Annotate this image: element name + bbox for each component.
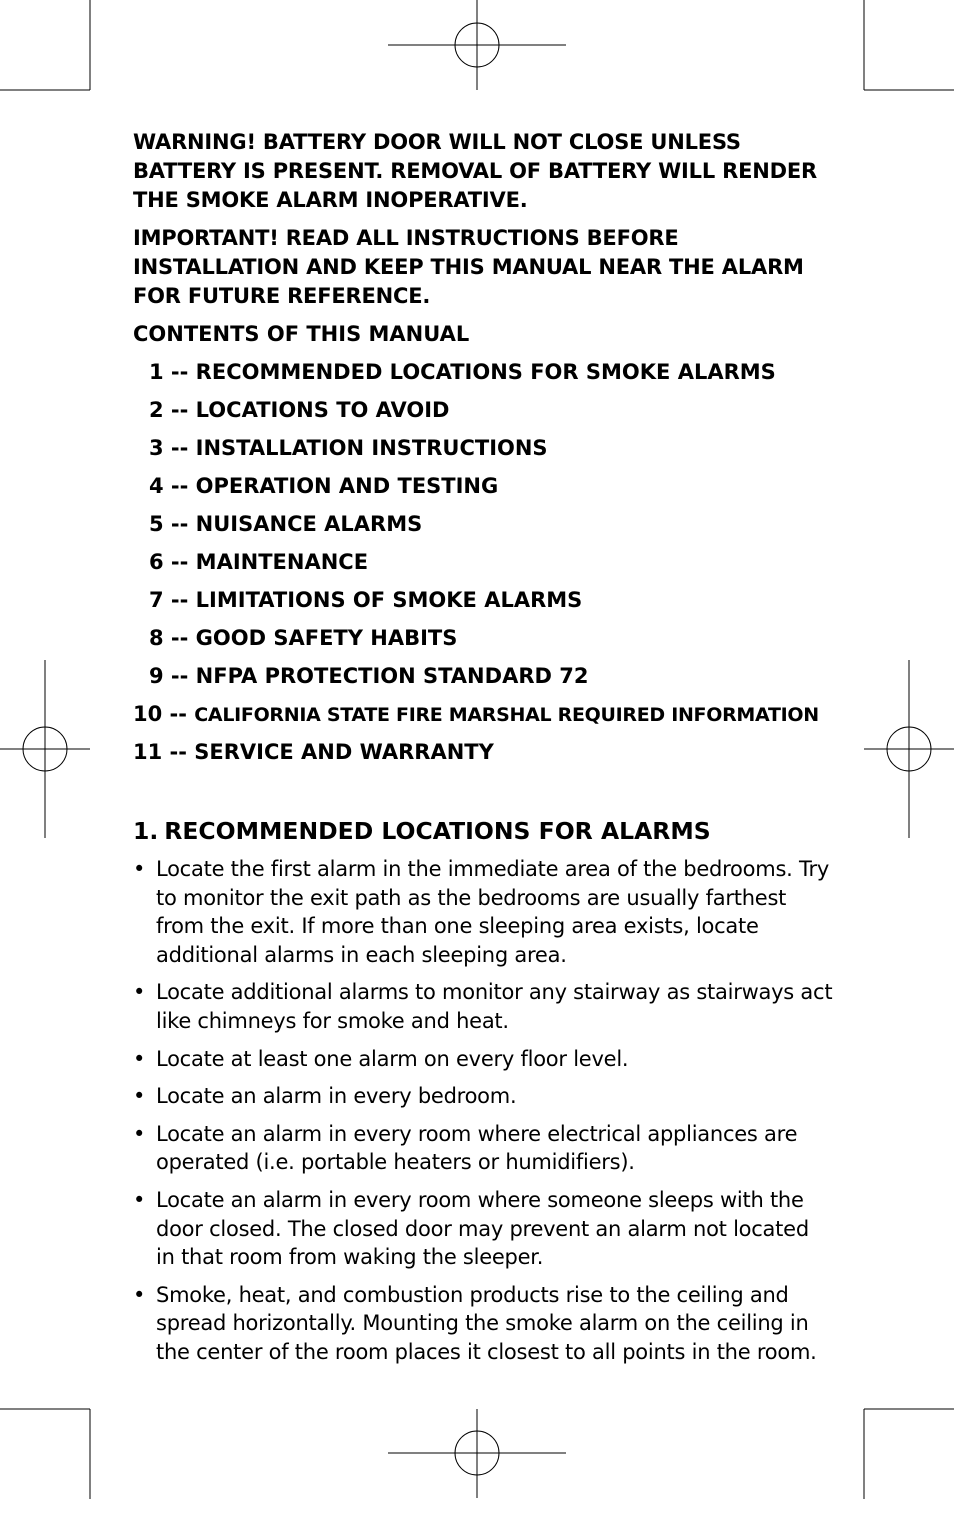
toc-item: 2 -- LOCATIONS TO AVOID (149, 398, 450, 422)
bullet-icon: • (133, 980, 146, 1005)
manual-page (133, 128, 833, 1376)
toc-item: 5 -- NUISANCE ALARMS (149, 512, 423, 536)
toc-item: 4 -- OPERATION AND TESTING (149, 474, 499, 498)
important-notice: IMPORTANT! READ ALL INSTRUCTIONS BEFORE INSTALLATION AND KEEP THIS MANUAL NEAR THE ALARM FOR FUTURE REFERENCE. (133, 226, 804, 308)
bullet-icon: • (133, 857, 146, 881)
battery-warning: WARNING! BATTERY DOOR WILL NOT CLOSE UNLESS BATTERY IS PRESENT. REMOVAL OF BATTERY WILL RENDER THE SMOKE ALARM INOPERATIVE. (133, 130, 817, 212)
bullet-icon: • (133, 1187, 146, 1212)
bullet-icon: • (133, 1121, 146, 1146)
list-item: • Locate additional alarms to monitor any stairway as stairways act like chimneys for smoke and heat. (133, 980, 833, 1033)
toc-item: 10 -- CALIFORNIA STATE FIRE MARSHAL REQUIRED INFORMATION (133, 702, 819, 726)
bullet-icon: • (133, 1282, 146, 1307)
list-item: • Locate an alarm in every room where someone sleeps with the door closed. The closed door may prevent an alarm not located in that room from waking the sleeper. (133, 1187, 809, 1270)
bullet-icon: • (133, 1046, 146, 1071)
registration-mark-right (864, 660, 954, 838)
bullet-icon: • (133, 1084, 146, 1109)
toc-item: 11 -- SERVICE AND WARRANTY (133, 740, 494, 764)
registration-mark-left (0, 660, 90, 838)
list-item: • Locate an alarm in every bedroom. (133, 1082, 833, 1111)
location-bullets (133, 855, 833, 1367)
table-of-contents (133, 358, 833, 767)
toc-item: 3 -- INSTALLATION INSTRUCTIONS (149, 436, 548, 460)
list-item: • Locate at least one alarm on every floor level. (133, 1045, 833, 1074)
toc-item: 6 -- MAINTENANCE (149, 550, 369, 574)
registration-mark-top (388, 0, 566, 90)
toc-item: 1 -- RECOMMENDED LOCATIONS FOR SMOKE ALARMS (149, 360, 776, 384)
toc-item: 7 -- LIMITATIONS OF SMOKE ALARMS (149, 588, 583, 612)
list-item: • Locate the first alarm in the immediate area of the bedrooms. Try to monitor the exit path as the bedrooms are usually farthest from the exit. If more than one sleeping area exists, locate additional alarms in each sleeping area. (133, 857, 830, 967)
toc-item: 8 -- GOOD SAFETY HABITS (149, 626, 458, 650)
list-item: • Smoke, heat, and combustion products rise to the ceiling and spread horizontally. Mounting the smoke alarm on the ceiling in the center of the room places it closest to all points in the room. (133, 1282, 817, 1364)
list-item: • Locate an alarm in every room where electrical appliances are operated (i.e. portable heaters or humidifiers). (133, 1121, 798, 1175)
contents-title: CONTENTS OF THIS MANUAL (133, 322, 470, 346)
section-heading: 1. RECOMMENDED LOCATIONS FOR ALARMS (133, 817, 711, 845)
registration-mark-bottom (388, 1409, 566, 1498)
toc-item: 9 -- NFPA PROTECTION STANDARD 72 (149, 664, 589, 688)
